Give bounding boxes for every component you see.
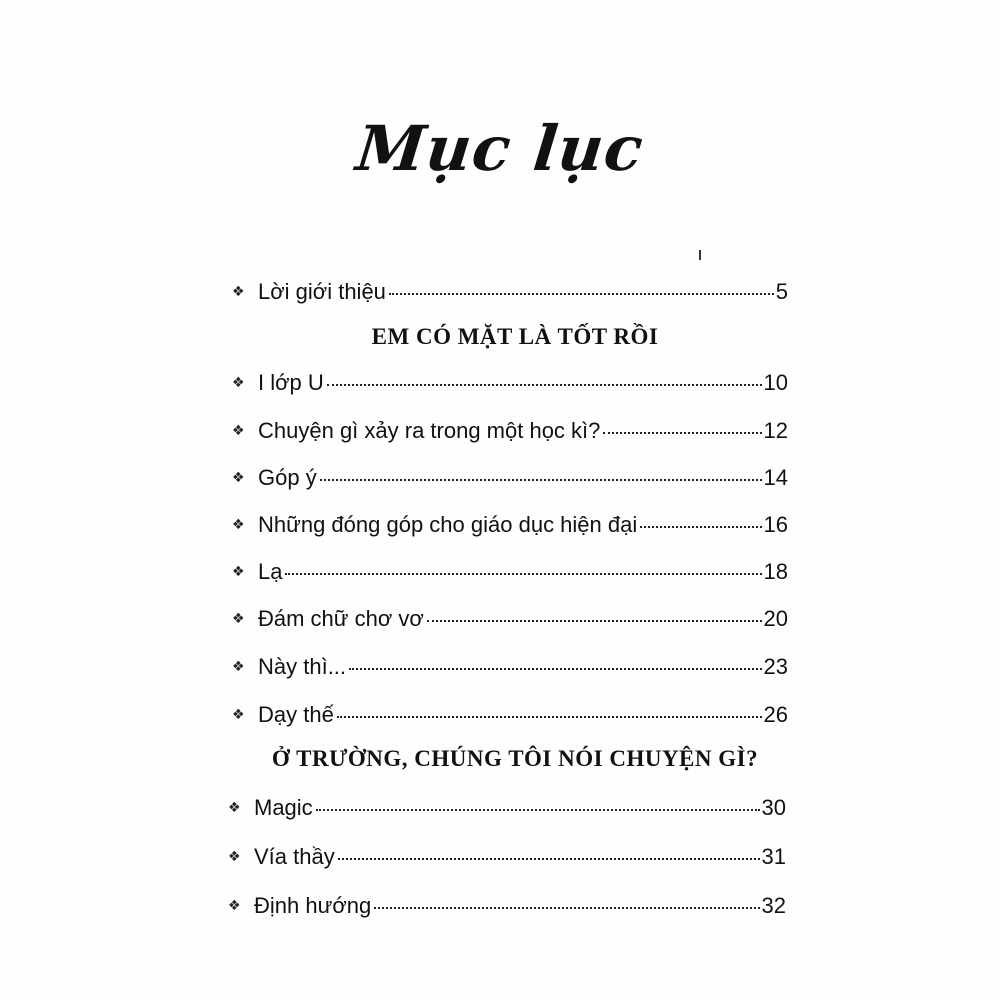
toc-entry <box>232 418 788 448</box>
dot-leader <box>374 907 759 909</box>
toc-entry-page: 26 <box>763 702 788 727</box>
toc-entry-label: I lớp U <box>258 370 324 395</box>
dot-leader <box>337 716 762 718</box>
page-title: Mục lục <box>352 112 648 185</box>
toc-entry-label: Dạy thế <box>258 702 334 727</box>
toc-entry-page: 5 <box>775 279 788 304</box>
toc-entry-page: 30 <box>761 795 786 820</box>
stray-mark <box>699 250 701 260</box>
toc-entry <box>228 893 786 923</box>
toc-entry <box>232 606 788 636</box>
toc-entry-label: Chuyện gì xảy ra trong một học kì? <box>258 418 601 443</box>
toc-entry-label: Này thì... <box>258 654 347 679</box>
dot-leader <box>316 809 760 811</box>
toc-entry <box>232 512 788 542</box>
dot-leader <box>640 526 761 528</box>
dot-leader <box>349 668 761 670</box>
toc-entry-label: Định hướng <box>254 893 372 918</box>
toc-entry-label: Đám chữ chơ vơ <box>258 606 424 631</box>
toc-entry-page: 12 <box>763 418 788 443</box>
toc-entry <box>228 844 786 874</box>
toc-entry-label: Góp ý <box>258 465 317 490</box>
dot-leader <box>285 573 761 575</box>
toc-entry-page: 10 <box>763 370 788 395</box>
dot-leader <box>338 858 760 860</box>
dot-leader <box>320 479 762 481</box>
toc-entry-page: 18 <box>763 559 788 584</box>
dot-leader <box>603 432 761 434</box>
toc-entry-page: 16 <box>763 512 788 537</box>
diamond-bullet-icon: ❖ <box>232 706 245 722</box>
toc-entry-page: 14 <box>763 465 788 490</box>
section-heading-1: EM CÓ MẶT LÀ TỐT RỒI <box>371 324 659 349</box>
dot-leader <box>389 293 774 295</box>
toc-entry-intro <box>232 279 788 309</box>
toc-entry <box>232 654 788 684</box>
dot-leader <box>427 620 762 622</box>
diamond-bullet-icon: ❖ <box>232 283 245 299</box>
toc-entry <box>228 795 786 825</box>
toc-entry <box>232 465 788 495</box>
toc-entry-label: Lời giới thiệu <box>258 279 386 304</box>
section-heading-2: Ở TRƯỜNG, CHÚNG TÔI NÓI CHUYỆN GÌ? <box>271 746 759 771</box>
toc-entry-page: 31 <box>761 844 786 869</box>
diamond-bullet-icon: ❖ <box>232 422 245 438</box>
diamond-bullet-icon: ❖ <box>232 563 245 579</box>
diamond-bullet-icon: ❖ <box>228 897 241 913</box>
diamond-bullet-icon: ❖ <box>232 610 245 626</box>
toc-entry-label: Những đóng góp cho giáo dục hiện đại <box>258 512 638 537</box>
toc-entry <box>232 370 788 400</box>
diamond-bullet-icon: ❖ <box>232 516 245 532</box>
toc-entry-page: 23 <box>763 654 788 679</box>
diamond-bullet-icon: ❖ <box>232 469 245 485</box>
diamond-bullet-icon: ❖ <box>228 799 241 815</box>
toc-entry-label: Lạ <box>258 559 283 584</box>
diamond-bullet-icon: ❖ <box>232 374 245 390</box>
toc-entry-page: 32 <box>761 893 786 918</box>
diamond-bullet-icon: ❖ <box>232 658 245 674</box>
diamond-bullet-icon: ❖ <box>228 848 241 864</box>
dot-leader <box>327 384 762 386</box>
toc-entry <box>232 702 788 732</box>
toc-entry-page: 20 <box>763 606 788 631</box>
toc-entry-label: Magic <box>254 795 313 820</box>
toc-entry <box>232 559 788 589</box>
toc-entry-label: Vía thầy <box>254 844 335 869</box>
